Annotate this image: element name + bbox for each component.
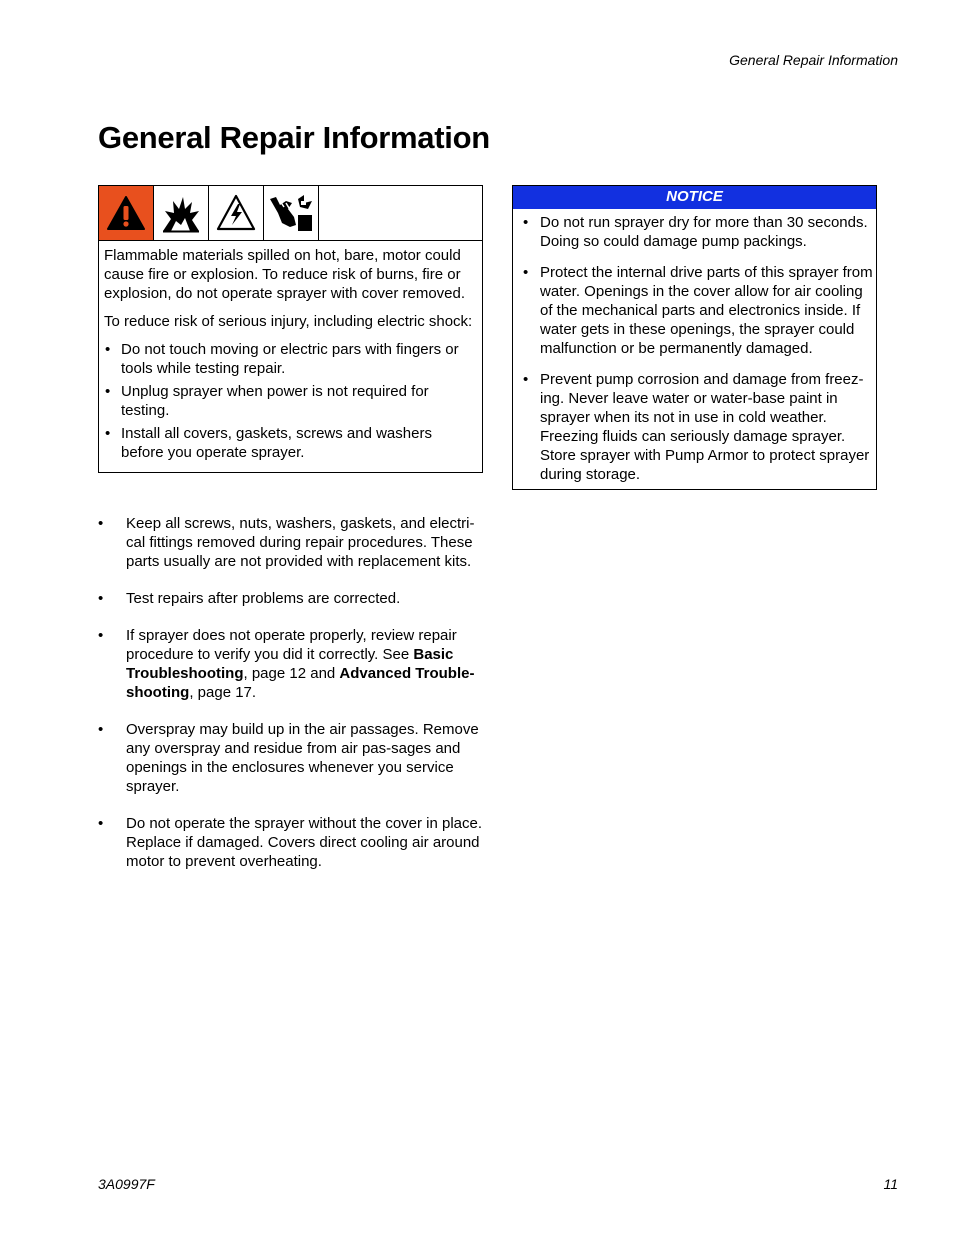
warning-body xyxy=(99,241,482,472)
document-number: 3A0997F xyxy=(98,1176,155,1192)
moving-parts-hand-icon xyxy=(264,186,319,240)
notice-list-item: • Prevent pump corrosion and damage from freez-ing. Never leave water or water-base paint in sprayer when its not in use in cold weather. Freezing fluids can seriously damage sprayer. Store sprayer with Pump Armor to protect sprayer during storage. xyxy=(521,370,873,484)
notice-box xyxy=(512,185,877,490)
list-item-text: , page 17. xyxy=(189,684,257,701)
notice-header: NOTICE xyxy=(513,186,876,209)
notice-body xyxy=(513,209,876,489)
list-item: • Keep all screws, nuts, washers, gaskets, and electri-cal fittings removed during repair procedures. These parts usually are not provided with replacement kits. xyxy=(98,514,488,571)
warning-list xyxy=(104,340,476,462)
explosion-icon xyxy=(154,186,209,240)
warning-paragraph-injury: To reduce risk of serious injury, including electric shock: xyxy=(104,313,473,330)
warning-box xyxy=(98,185,483,473)
page-title: General Repair Information xyxy=(98,120,490,155)
warning-list-item: • Install all covers, gaskets, screws and washers before you operate sprayer. xyxy=(104,424,476,462)
list-item: • Overspray may build up in the air passages. Remove any overspray and residue from air pas-sages and openings in the enclosures whenever you service sprayer. xyxy=(98,720,488,796)
warning-triangle-icon xyxy=(99,186,154,240)
notice-list-item: • Protect the internal drive parts of this sprayer from water. Openings in the cover allow for air cooling of the mechanical parts and electronics inside. If water gets in these openings, the sprayer could malfunction or be permanently damaged. xyxy=(521,263,873,358)
warning-paragraph-fire: Flammable materials spilled on hot, bare, motor could cause fire or explosion. To reduce risk of burns, fire or explosion, do not operate sprayer with cover removed. xyxy=(104,247,466,302)
list-item xyxy=(98,626,488,702)
icon-row-spacer xyxy=(319,186,482,240)
list-item: • Test repairs after problems are corrected. xyxy=(98,589,488,608)
list-item-text: If sprayer does not operate properly, review repair procedure to verify you did it correctly. See xyxy=(126,627,457,663)
advanced-troubleshooting-reference: Advanced Trouble-shooting xyxy=(126,665,475,701)
page-number: 11 xyxy=(883,1176,898,1192)
list-item: • Do not operate the sprayer without the cover in place. Replace if damaged. Covers direct cooling air around motor to prevent overheating. xyxy=(98,814,488,871)
basic-troubleshooting-reference: Basic Troubleshooting xyxy=(126,646,454,682)
repair-info-list xyxy=(98,514,488,889)
warning-list-item: • Do not touch moving or electric pars with fingers or tools while testing repair. xyxy=(104,340,476,378)
notice-list-item: • Do not run sprayer dry for more than 30 seconds. Doing so could damage pump packings. xyxy=(521,213,873,251)
running-header: General Repair Information xyxy=(729,52,898,68)
list-item-text: , page 12 and xyxy=(243,665,340,682)
warning-icon-row xyxy=(99,186,482,241)
warning-list-item: • Unplug sprayer when power is not required for testing. xyxy=(104,382,476,420)
notice-list xyxy=(521,213,873,484)
electric-shock-icon xyxy=(209,186,264,240)
